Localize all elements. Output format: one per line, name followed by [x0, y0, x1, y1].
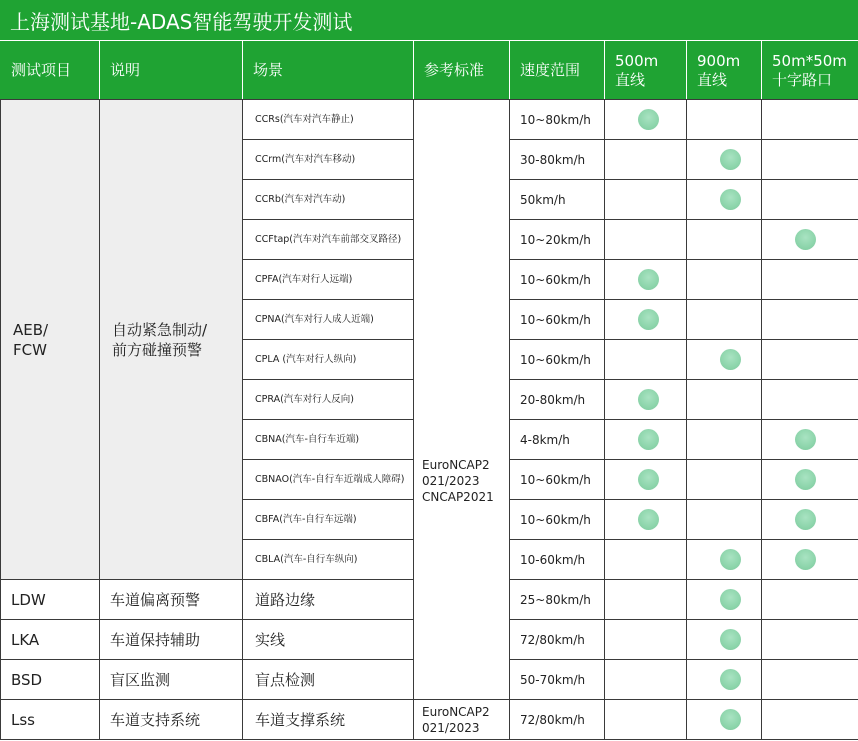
mark-cross	[762, 140, 858, 180]
scene-cell: 车道支撑系统	[243, 700, 414, 740]
category-lss-item: Lss	[1, 700, 100, 740]
mark-500m	[605, 340, 687, 380]
scene-cell: CCFtap(汽车对汽车前部交叉路径)	[243, 220, 414, 260]
category-aeb-item	[1, 100, 100, 580]
mark-900m	[687, 260, 762, 300]
mark-cross	[762, 220, 858, 260]
standard-main-line3: CNCAP2021	[422, 490, 494, 504]
available-marker	[795, 549, 816, 570]
page-title: 上海测试基地-ADAS智能驾驶开发测试	[0, 0, 858, 41]
mark-900m	[687, 540, 762, 580]
category-lka-desc: 车道保持辅助	[100, 620, 243, 660]
header-cross-line2: 十字路口	[772, 70, 833, 89]
mark-cross	[762, 460, 858, 500]
header-cross	[762, 42, 858, 100]
scene-cell: 实线	[243, 620, 414, 660]
mark-500m	[605, 140, 687, 180]
mark-cross	[762, 620, 858, 660]
scene-cell: CCRb(汽车对汽车动)	[243, 180, 414, 220]
speed-cell: 10-60km/h	[510, 540, 605, 580]
category-ldw-item: LDW	[1, 580, 100, 620]
speed-cell: 10~60km/h	[510, 300, 605, 340]
header-desc: 说明	[100, 42, 243, 100]
available-marker	[720, 709, 741, 730]
mark-900m	[687, 420, 762, 460]
mark-900m	[687, 140, 762, 180]
header-500m-line2: 直线	[615, 70, 646, 89]
mark-500m	[605, 580, 687, 620]
scene-cell: CBNA(汽车-自行车近端)	[243, 420, 414, 460]
mark-cross	[762, 260, 858, 300]
scene-cell: 道路边缘	[243, 580, 414, 620]
header-500m-line1: 500m	[615, 51, 659, 70]
scene-cell: CPFA(汽车对行人远端)	[243, 260, 414, 300]
mark-900m	[687, 580, 762, 620]
available-marker	[795, 509, 816, 530]
mark-cross	[762, 180, 858, 220]
scene-cell: CCrm(汽车对汽车移动)	[243, 140, 414, 180]
standard-main-line1: EuroNCAP2	[422, 458, 490, 472]
aeb-desc-line1: 自动紧急制动/	[112, 320, 208, 339]
speed-cell: 10~60km/h	[510, 340, 605, 380]
standard-main	[414, 100, 510, 700]
mark-cross	[762, 540, 858, 580]
available-marker	[720, 549, 741, 570]
speed-cell: 50km/h	[510, 180, 605, 220]
header-900m	[687, 42, 762, 100]
mark-500m	[605, 540, 687, 580]
available-marker	[638, 269, 659, 290]
standard-lss-line1: EuroNCAP2	[422, 704, 490, 719]
header-speed: 速度范围	[510, 42, 605, 100]
available-marker	[638, 429, 659, 450]
available-marker	[720, 669, 741, 690]
mark-900m	[687, 660, 762, 700]
speed-cell: 10~80km/h	[510, 100, 605, 140]
scene-cell: CPLA (汽车对行人纵向)	[243, 340, 414, 380]
speed-cell: 50-70km/h	[510, 660, 605, 700]
speed-cell: 10~60km/h	[510, 460, 605, 500]
mark-900m	[687, 340, 762, 380]
mark-500m	[605, 300, 687, 340]
mark-500m	[605, 620, 687, 660]
mark-500m	[605, 100, 687, 140]
available-marker	[638, 109, 659, 130]
mark-500m	[605, 380, 687, 420]
category-lka-item: LKA	[1, 620, 100, 660]
scene-cell: CPNA(汽车对行人成人近端)	[243, 300, 414, 340]
mark-500m	[605, 700, 687, 740]
mark-900m	[687, 300, 762, 340]
available-marker	[720, 589, 741, 610]
available-marker	[638, 389, 659, 410]
standard-lss-line2: 021/2023	[422, 720, 480, 735]
available-marker	[720, 349, 741, 370]
mark-cross	[762, 340, 858, 380]
mark-500m	[605, 220, 687, 260]
aeb-item-line1: AEB/	[13, 320, 49, 339]
mark-500m	[605, 460, 687, 500]
available-marker	[638, 309, 659, 330]
category-ldw-desc: 车道偏离预警	[100, 580, 243, 620]
scene-cell: CBFA(汽车-自行车远端)	[243, 500, 414, 540]
scene-cell: CBNAO(汽车-自行车近端成人障碍)	[243, 460, 414, 500]
mark-cross	[762, 420, 858, 460]
available-marker	[795, 429, 816, 450]
mark-500m	[605, 660, 687, 700]
standard-main-line2: 021/2023	[422, 474, 480, 488]
mark-cross	[762, 300, 858, 340]
scene-cell: CCRs(汽车对汽车静止)	[243, 100, 414, 140]
header-500m	[605, 42, 687, 100]
table-row	[1, 100, 858, 140]
speed-cell: 10~60km/h	[510, 260, 605, 300]
mark-900m	[687, 100, 762, 140]
available-marker	[638, 469, 659, 490]
standard-lss	[414, 700, 510, 740]
available-marker	[720, 189, 741, 210]
mark-900m	[687, 180, 762, 220]
category-lss-desc: 车道支持系统	[100, 700, 243, 740]
speed-cell: 30-80km/h	[510, 140, 605, 180]
mark-cross	[762, 500, 858, 540]
header-standard: 参考标准	[414, 42, 510, 100]
mark-cross	[762, 700, 858, 740]
mark-900m	[687, 380, 762, 420]
mark-500m	[605, 500, 687, 540]
scene-cell: CBLA(汽车-自行车纵向)	[243, 540, 414, 580]
mark-cross	[762, 580, 858, 620]
header-row	[1, 42, 858, 100]
available-marker	[795, 469, 816, 490]
category-aeb-desc	[100, 100, 243, 580]
mark-900m	[687, 500, 762, 540]
mark-900m	[687, 700, 762, 740]
aeb-desc-line2: 前方碰撞预警	[112, 340, 203, 359]
speed-cell: 10~60km/h	[510, 500, 605, 540]
aeb-item-line2: FCW	[13, 340, 47, 359]
adas-test-table	[0, 41, 858, 740]
scene-cell: CPRA(汽车对行人反向)	[243, 380, 414, 420]
mark-900m	[687, 460, 762, 500]
mark-cross	[762, 660, 858, 700]
mark-500m	[605, 420, 687, 460]
speed-cell: 20-80km/h	[510, 380, 605, 420]
table-row	[1, 700, 858, 740]
mark-900m	[687, 620, 762, 660]
mark-cross	[762, 380, 858, 420]
available-marker	[720, 149, 741, 170]
speed-cell: 4-8km/h	[510, 420, 605, 460]
speed-cell: 72/80km/h	[510, 700, 605, 740]
header-item: 测试项目	[1, 42, 100, 100]
available-marker	[638, 509, 659, 530]
header-900m-line1: 900m	[697, 51, 741, 70]
category-bsd-desc: 盲区监测	[100, 660, 243, 700]
header-scene: 场景	[243, 42, 414, 100]
category-bsd-item: BSD	[1, 660, 100, 700]
mark-500m	[605, 180, 687, 220]
speed-cell: 25~80km/h	[510, 580, 605, 620]
speed-cell: 72/80km/h	[510, 620, 605, 660]
mark-900m	[687, 220, 762, 260]
available-marker	[720, 629, 741, 650]
available-marker	[795, 229, 816, 250]
scene-cell: 盲点检测	[243, 660, 414, 700]
speed-cell: 10~20km/h	[510, 220, 605, 260]
header-cross-line1: 50m*50m	[772, 51, 847, 70]
mark-cross	[762, 100, 858, 140]
header-900m-line2: 直线	[697, 70, 728, 89]
mark-500m	[605, 260, 687, 300]
